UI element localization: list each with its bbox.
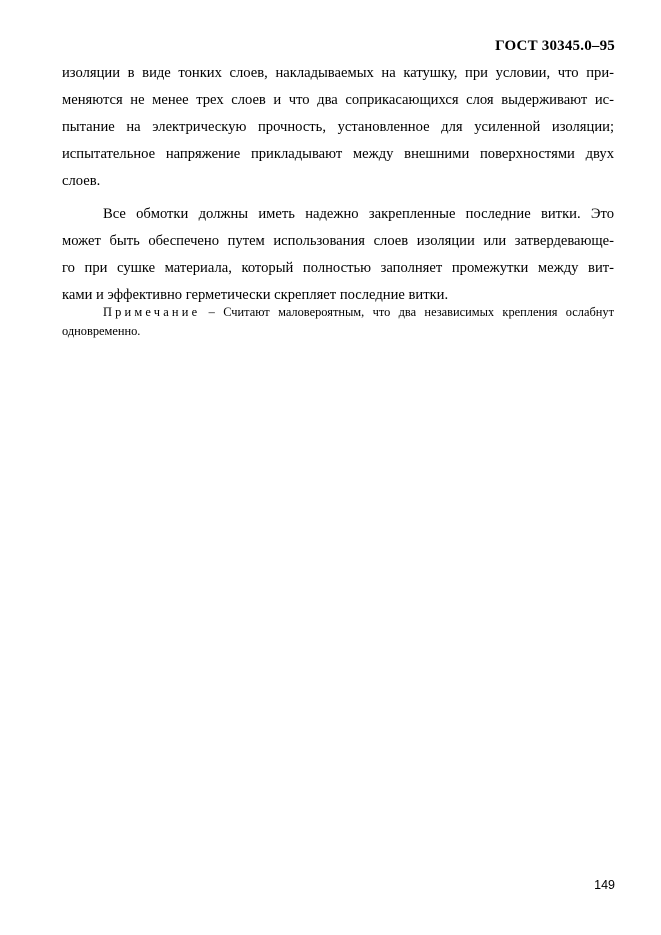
page-number: 149 (594, 878, 615, 892)
standard-code-header: ГОСТ 30345.0–95 (495, 38, 615, 54)
paragraph1-line-5: слоев. (62, 173, 101, 189)
note-block (62, 303, 614, 341)
paragraph2-line-2: может быть обеспечено путем использования слоев изоляции или затвердевающе- (62, 233, 614, 249)
body-text (62, 60, 614, 309)
note-label: Примечание (103, 305, 201, 319)
paragraph2-line-3: го при сушке материала, который полностью заполняет промежутки между вит- (62, 260, 614, 276)
note-text: – Считают маловероятным, что два независимых крепления ослабнут (200, 305, 614, 319)
paragraph1-line-3: пытание на электрическую прочность, установленное для усиленной изоляции; (62, 119, 614, 135)
paragraph2-line-4: ками и эффективно герметически скрепляет последние витки. (62, 287, 449, 303)
paragraph1-line-1: изоляции в виде тонких слоев, накладываемых на катушку, при условии, что при- (62, 65, 614, 81)
note-line-1 (62, 303, 614, 322)
paragraph1-line-2: меняются не менее трех слоев и что два соприкасающихся слоя выдерживают ис- (62, 92, 614, 108)
paragraph1-line-4: испытательное напряжение прикладывают между внешними поверхностями двух (62, 146, 614, 162)
paragraph2-line-1: Все обмотки должны иметь надежно закрепленные последние витки. Это (103, 206, 614, 222)
note-line-2: одновременно. (62, 324, 141, 338)
